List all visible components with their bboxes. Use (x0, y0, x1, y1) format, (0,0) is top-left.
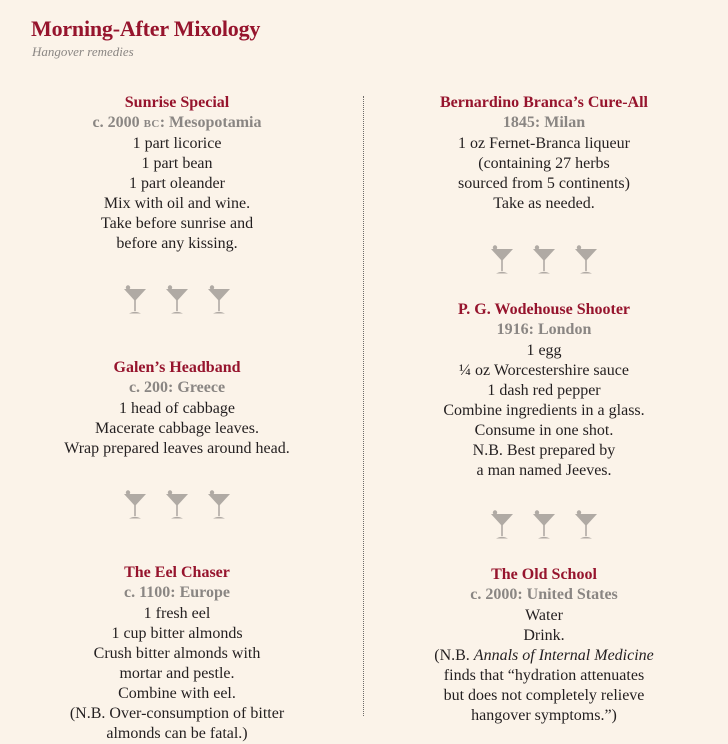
recipe-line: but does not completely relieve (443, 687, 645, 704)
martini-glass-icon (488, 509, 516, 545)
right-column (382, 93, 706, 726)
recipe-line: 1 part licorice (132, 135, 222, 152)
recipe-line: Combine with eel. (118, 685, 236, 702)
recipe-line: sourced from 5 continents) (458, 175, 630, 192)
recipe-line: Mix with oil and wine. (103, 195, 251, 212)
recipe-line: (N.B. Annals of Internal Medicine (434, 647, 654, 664)
recipe-line: Take as needed. (493, 195, 595, 212)
recipe-line: Drink. (523, 627, 565, 644)
recipe-line: a man named Jeeves. (476, 462, 612, 479)
recipe-name: Bernardino Branca’s Cure-All (440, 94, 648, 111)
martini-glass-icon (530, 244, 558, 280)
recipe-line: Take before sunrise and (100, 215, 254, 232)
recipe-line: Water (525, 607, 563, 624)
glass-separator (382, 244, 706, 280)
glass-separator (20, 489, 334, 525)
recipe-line: before any kissing. (116, 235, 238, 252)
recipe-line: 1 head of cabbage (119, 400, 235, 417)
recipe-line: (containing 27 herbs (478, 155, 610, 172)
martini-glass-icon (163, 284, 191, 320)
recipe-line: 1 cup bitter almonds (111, 625, 243, 642)
recipe-eel-chaser (20, 563, 334, 744)
martini-glass-icon (121, 489, 149, 525)
martini-glass-icon (572, 244, 600, 280)
recipe-line: 1 part bean (141, 155, 213, 172)
martini-glass-icon (163, 489, 191, 525)
recipe-line: almonds can be fatal.) (106, 725, 248, 742)
recipe-name: P. G. Wodehouse Shooter (457, 301, 631, 318)
recipe-line: mortar and pestle. (119, 665, 235, 682)
martini-glass-icon (205, 489, 233, 525)
recipe-line: ¼ oz Worcestershire sauce (459, 362, 629, 379)
recipe-branca-cure-all (382, 93, 706, 214)
recipe-origin: 1916: London (496, 321, 592, 338)
recipe-origin: 1845: Milan (502, 114, 586, 131)
martini-glass-icon (488, 244, 516, 280)
recipe-wodehouse-shooter (382, 300, 706, 481)
page-subtitle: Hangover remedies (32, 44, 134, 59)
recipe-line: Crush bitter almonds with (93, 645, 261, 662)
martini-glass-icon (572, 509, 600, 545)
recipe-line: hangover symptoms.”) (471, 707, 617, 724)
recipe-line: Consume in one shot. (474, 422, 614, 439)
martini-glass-icon (530, 509, 558, 545)
page-title: Morning-After Mixology (31, 16, 261, 41)
martini-glass-icon (121, 284, 149, 320)
recipe-name: Sunrise Special (124, 94, 230, 111)
recipe-line: Combine ingredients in a glass. (443, 402, 645, 419)
glass-separator (20, 284, 334, 320)
recipe-line: (N.B. Over-consumption of bitter (69, 705, 285, 722)
recipe-name: The Old School (491, 566, 597, 583)
recipe-line: 1 egg (526, 342, 562, 359)
recipe-old-school (382, 565, 706, 726)
recipe-line: 1 part oleander (129, 175, 225, 192)
recipe-galens-headband (20, 358, 334, 459)
left-column (20, 93, 334, 744)
recipe-line: 1 dash red pepper (487, 382, 601, 399)
recipe-origin: c. 2000: United States (470, 586, 618, 603)
recipe-name: Galen’s Headband (113, 359, 241, 376)
recipe-line: N.B. Best prepared by (472, 442, 616, 459)
column-divider (363, 96, 364, 716)
martini-glass-icon (205, 284, 233, 320)
recipe-line: Wrap prepared leaves around head. (64, 440, 290, 457)
recipe-origin: c. 200: Greece (128, 379, 226, 396)
recipe-line: 1 fresh eel (143, 605, 211, 622)
recipe-origin: c. 2000 BC: Mesopotamia (92, 114, 262, 131)
recipe-line: finds that “hydration attenuates (443, 667, 645, 684)
recipe-line: Macerate cabbage leaves. (95, 420, 259, 437)
recipe-name: The Eel Chaser (124, 564, 230, 581)
recipe-line: 1 oz Fernet-Branca liqueur (458, 135, 630, 152)
recipe-sunrise-special (20, 93, 334, 254)
recipe-origin: c. 1100: Europe (124, 584, 230, 601)
glass-separator (382, 509, 706, 545)
